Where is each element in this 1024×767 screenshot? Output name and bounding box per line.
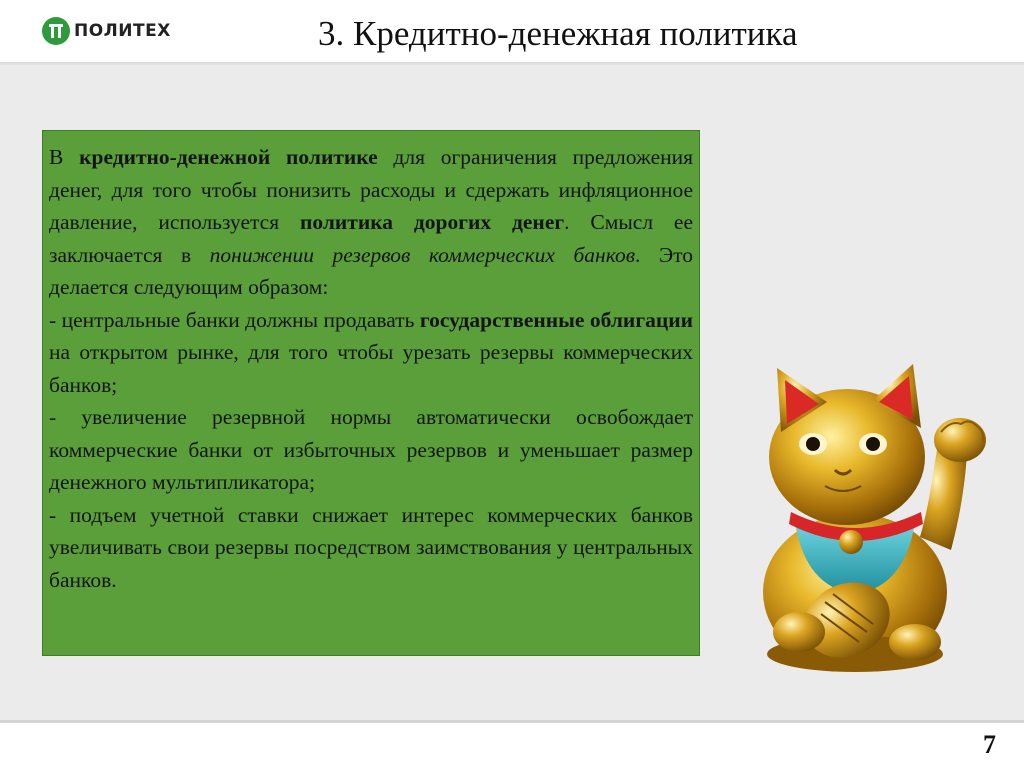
logo <box>42 16 171 46</box>
paragraph-1 <box>49 141 693 304</box>
italic-term: понижении резервов коммерческих банков <box>209 242 636 267</box>
text-span: В <box>49 145 80 169</box>
paragraph-2 <box>49 304 693 402</box>
logo-icon <box>42 17 70 45</box>
bold-term: государственные облигации <box>419 307 693 332</box>
slide-footer <box>0 723 1024 767</box>
text-span: . Это делается следующим образом: <box>49 242 693 299</box>
text-span: для ограничения предложения денег, для того чтобы понизить расходы и сдержать инфляционное давление, используется <box>49 145 694 234</box>
bold-term: политика дорогих денег <box>299 210 565 234</box>
text-box <box>42 130 700 656</box>
paragraph-3: - увеличение резервной нормы автоматически освобождает коммерческие банки от избыточных резервов и уменьшает размер денежного мультипликатора; <box>49 405 693 494</box>
logo-text: ПОЛИТЕХ <box>74 21 171 41</box>
maneki-neko-icon <box>755 362 990 674</box>
slide-title: 3. Кредитно-денежная политика <box>318 14 798 53</box>
paragraph-4: - подъем учетной ставки снижает интерес коммерческих банков увеличивать свои резервы посредством заимствования у центральных банков. <box>49 502 693 592</box>
text-span: . Смысл ее заключается в <box>49 210 693 267</box>
text-span: - центральные банки должны продавать <box>49 307 420 332</box>
page-number: 7 <box>983 730 996 759</box>
bold-term: кредитно-денежной политике <box>79 145 378 169</box>
text-span: на открытом рынке, для того чтобы урезать резервы коммерческих банков; <box>49 340 693 397</box>
